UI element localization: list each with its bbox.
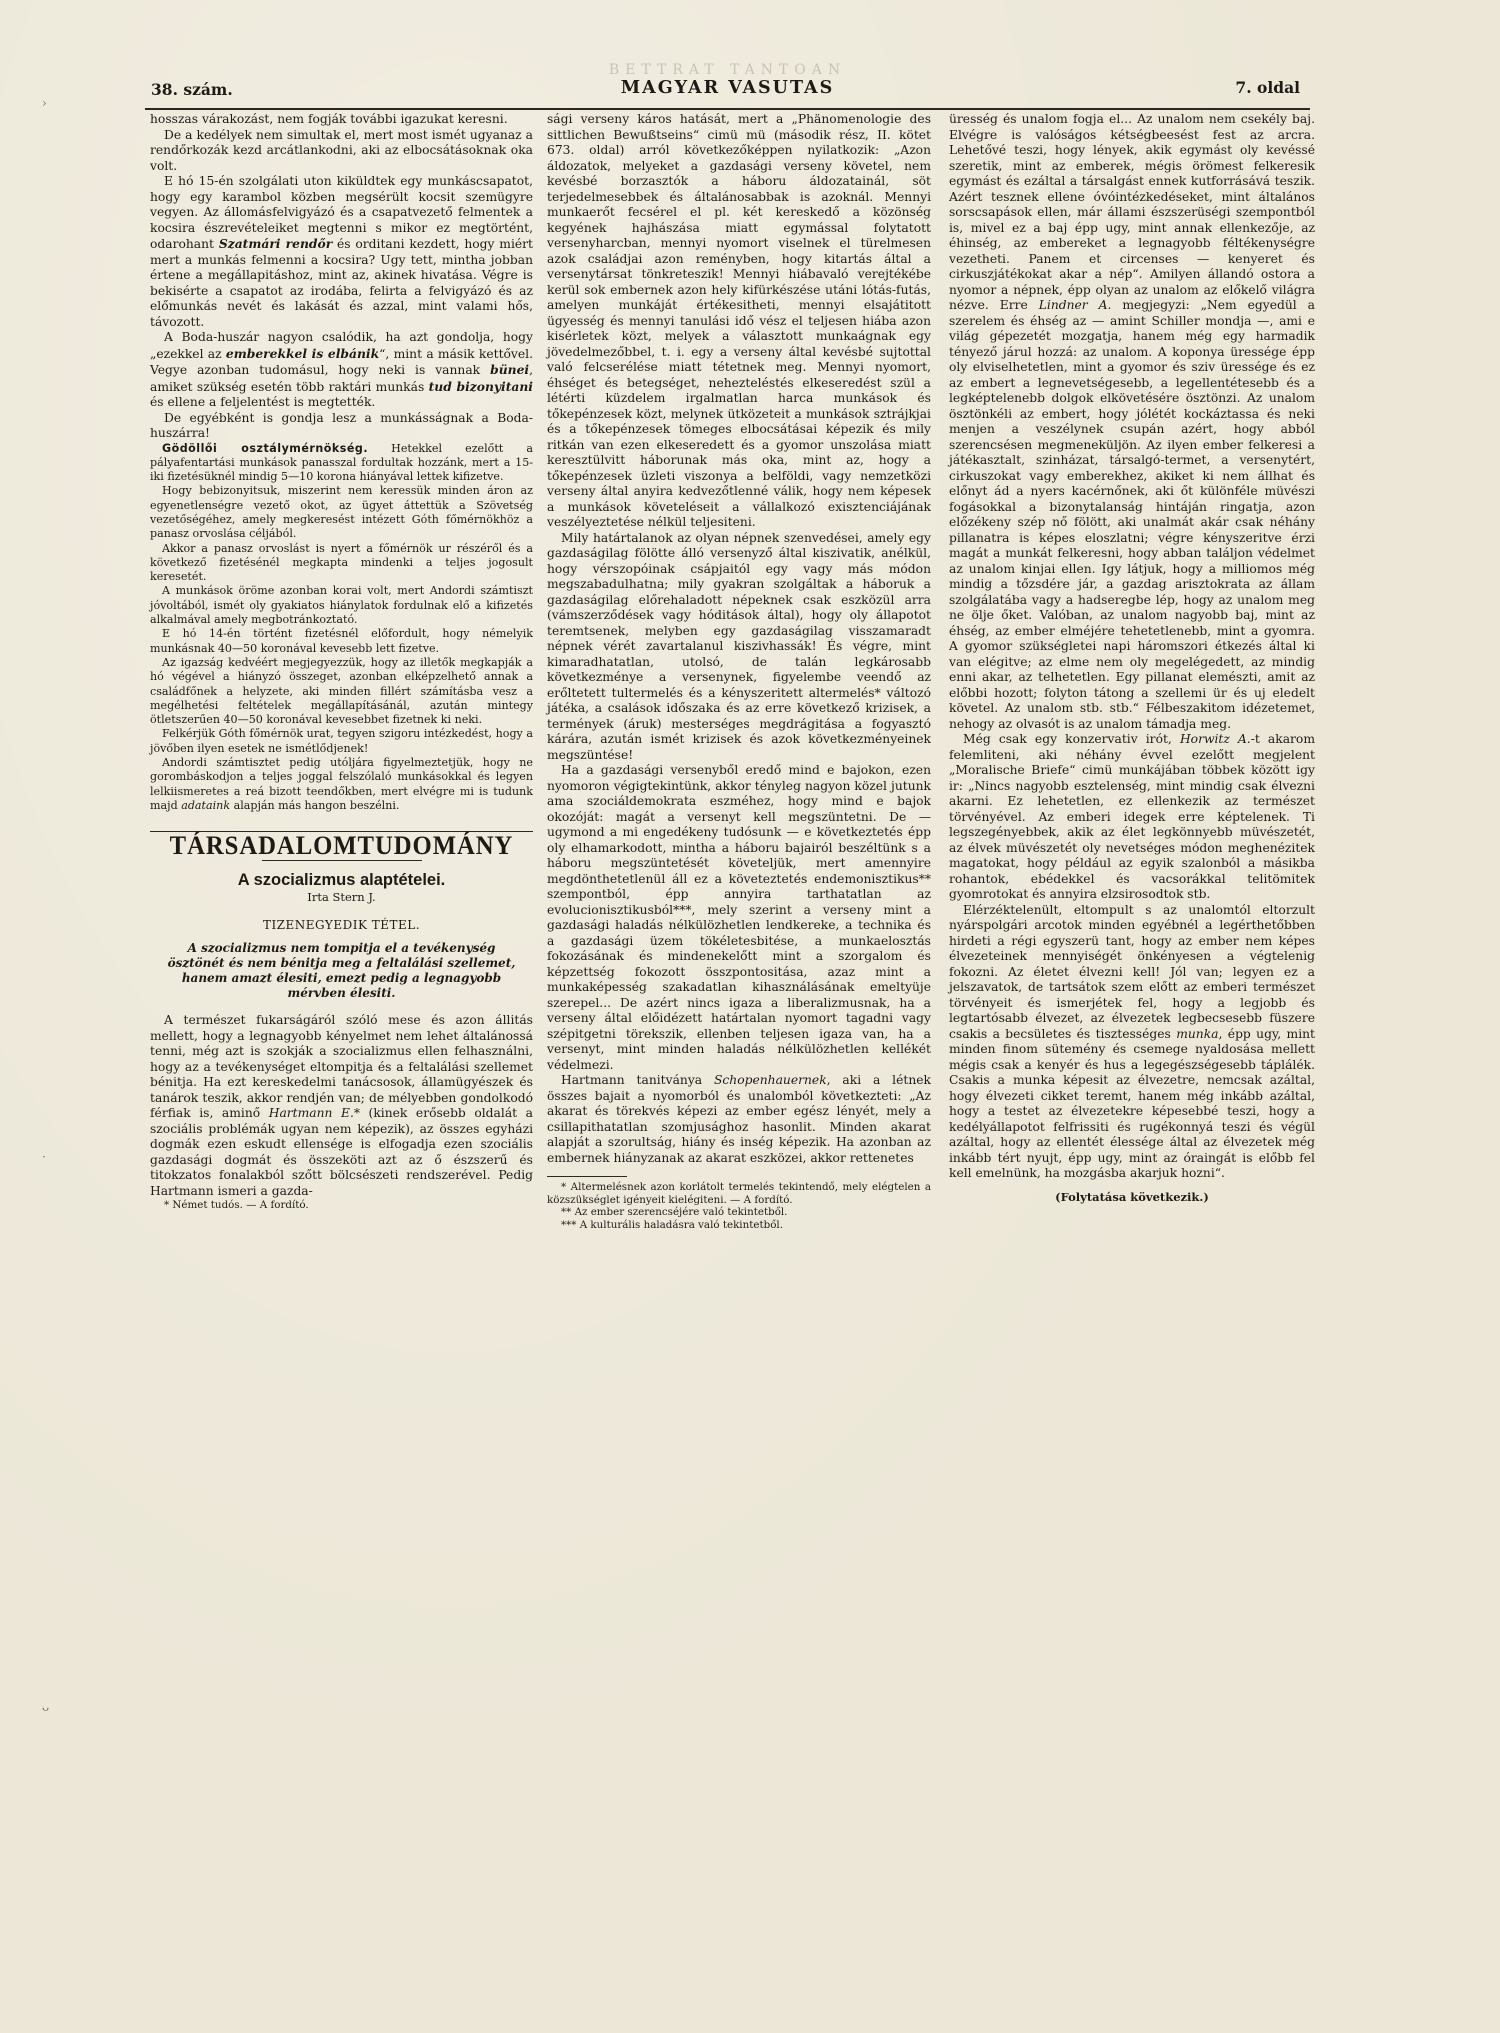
masthead-title: MAGYAR VASUTAS [620, 78, 835, 98]
paragraph: Gödöllői osztálymérnökség. Hetekkel ezelőtt a pályafentartási munkások panasszal fordultak hozzánk, mert a 15-iki fizetésüknél mindig 5—10 korona hiányával lettek kifizetve. [150, 441, 533, 484]
paragraph: üresség és unalom fogja el... Az unalom nem csekély baj. Elvégre is valóságos kétségbeesést fest az arcra. Lehetővé teszi, hogy lények, akik egymást oly kevéssé szeretik, mint az emberek, mégis örömest felkeresik egymást és ezáltal a társalgást ennek kutforrásává teszik. Azért tesznek ellene óvóintézkedéseket, mint általános sorscsapások ellen, már állami észszerüségi szempontból is, mivel ez a baj épp ugy, mint annak ellenkezője, az éhinség, az embereket a legnagyobb féltékenységre vezetheti. Panem et circenses — kenyeret és cirkuszjátékokat akar a nép“. Amilyen állandó ostora a nyomor a népnek, épp olyan az unalom az előkelő világra nézve. Erre Lindner A. megjegyzi: „Nem egyedül a szerelem és éhség az — amint Schiller mondja —, ami e világ gépezetét mozgatja, hanem még egy harmadik tényező járul hozzá: az unalom. A koponya üressége épp oly elviselhetetlen, mint a gyomor és sziv üressége és ez az embert a legnevetségesebb, a legellentétesebb és a legképtelenebb dolgok elkövetésére ösztönzi. Az unalom ösztönkéli az embert, hogy jólétét kockáztassa és neki menjen a veszélynek csupán azért, hogy abból szerencsésen megmeneküljön. Az ilyen ember felkeresi a játékasztalt, szinházat, társalgó-termet, a versenytért, cirkuszokat vagy emberekhez, akiket ki nem állhat és előnyt ád a nyers kacérnőnek, aki őt különféle müvészi fogásokkal a bizonytalanság hintáján ringatja, azon előzékeny szép nő fölött, aki unalmát akár csak néhány pillanatra is képes eloszlatni; végre kényszeritve érzi magát a munkát felkeresni, hogy abban találjon védelmet az unalom kinjai ellen. Igy látjuk, hogy a milliomos még mindig a tőzsdére jár, a gazdag arisztokrata az állam szolgálatába vagy a hadseregbe lép, hogy az unalom meg ne ölje őket. Valóban, az unalom nagyobb baj, mint az éhség, az ember elméjére tehetetlenebb, mint a gyomra. A gyomor szükségletei napi háromszori étkezés által ki van elégitve; az elme nem oly megelégedett, az mindig enni akar, az telhetetlen. Egy pillanat elemészti, amit az előbbi hozott; folyton tátong a szellemi ür és uj eledelt követel. Az unalom stb. stb.“ Félbeszakitom idézetemet, nehogy az olvasót is az unalom támadja meg. [949, 112, 1315, 731]
article-motto: A szocializmus nem tompitja el a tevékenység ösztönét és nem bénitja meg a feltalálási szellemet, hanem amazt élesiti, emezt pedig a legnagyobb mérvben élesiti. [167, 941, 516, 1001]
paragraph: Elérzéktelenült, eltompult s az unalomtól eltorzult nyárspolgári arcotok minden egyébnél a legérthetőbben hirdeti a régi egyszerü tant, hogy az ember nem képes élvezeteinek mennyiségét önkényesen a végtelenig fokozni. Az életet élvezni kell! Jól van; legyen ez a jelszavatok, de tartsátok szem előtt az emberi természet törvényeit és ismerjétek fel, hogy a legjobb és legtartósabb élvezet, az élvezetek legbecsesebb füszere csakis a becsületes és tisztességes munka, épp ugy, mint minden finom sütemény és csemege nyaldosása mellett mégis csak a kenyér és hus a legegészségesebb táplálék. Csakis a munka képesit az élvezetre, nemcsak azáltal, hogy élvezeti cikket teremt, hanem még inkább azáltal, hogy a testet az élvezetekre képesebbé teszi, hogy a kedélyállapotot felfrissiti és rugékonnyá teszi és végül azáltal, hogy az ellentét élessége által az élvezetek még inkább tért nyujt, épp ugy, mint az óraingát is előbb fel kell emelnünk, ha mozgásba akarjuk hozni“. [949, 902, 1315, 1180]
paragraph: Ha a gazdasági versenyből eredő mind e bajokon, ezen nyomoron végigtekintünk, akkor tényleg nagyon közel jutunk ama szociáldemokrata eszméhez, hogy mind e bajok okozóját: magát a versenyt kell megszüntetni. De — ugymond a mi engedékeny tudósunk — e következtetés épp oly elhamarkodott, mintha a háboru bajairól beszéltünk s a háboru megszüntetését követeljük, mert amennyire megdönthetetlenül áll ez a követeztetés endemonisztikus** szempontból, épp annyira tarthatatlan az evolucionisztikusból***, mely szerint a verseny mint a gazdasági haladás nélkülözhetlen lendkereke, a technika és a gazdasági üzem tökéletesbitése, a munkaelosztás fokozásának és mindenekelőtt mint a szorgalom és képzettség fokozott összpontositása, azaz mint a munkaképesség szakadatlan kihasználásának emeltyüje szerepel... De azért nincs igaza a liberalizmusnak, ha a verseny által előidézett határtalan nyomort tagadni vagy szépitgetni törekszik, ellenben teljesen igaza van, ha a versenyt, mint minden haladás nélkülözhetlen kellékét védelmezi. [547, 763, 931, 1072]
paragraph: E hó 14-én történt fizetésnél előfordult, hogy némelyik munkásnak 40—50 koronával kevesebb lett fizetve. [150, 627, 533, 655]
margin-mark: › [42, 96, 47, 110]
paragraph: A Boda-huszár nagyon csalódik, ha azt gondolja, hogy „ezekkel az emberekkel is elbánik“, mint a másik kettővel. Vegye azonban tudomásul, hogy neki is vannak bünei, amiket szükség esetén több raktári munkás tud bizonyitani és ellene a feljelentést is megtették. [150, 330, 533, 409]
column-1 [150, 112, 533, 1212]
paragraph: De a kedélyek nem simultak el, mert most ismét ugyanaz a rendőrkozák kezd arcátlankodni, aki az elbocsátásoknak oka volt. [150, 127, 533, 173]
section-title: TÁRSADALOMTUDOMÁNY [169, 831, 514, 861]
footnote: * Német tudós. — A fordító. [164, 1199, 309, 1212]
margin-mark: · [42, 1150, 46, 1164]
paragraph: A munkások öröme azonban korai volt, mert Andordi számtiszt jóvoltából, ismét oly gyakiatos hiánylatok fordulnak elő a kifizetés alkalmával amely megbotránkoztató. [150, 584, 533, 627]
article-thesis: TIZENEGYEDIK TÉTEL. [262, 917, 421, 932]
page-number: 7. oldal [1235, 78, 1300, 97]
paragraph: Még csak egy konzervativ irót, Horwitz A.-t akarom felemliteni, aki néhány évvel ezelőtt megjelent „Moralische Briefe“ cimü munkájában többek között igy ir: „Nincs nagyobb esztelenség, mint mindig csak élvezni akarni. Ez lehetetlen, ez ellenkezik az természet törvényével. Az emberi idegek erre képtelenek. Ti legszegényebbek, akik az élet legkönnyebb müvészetét, az élvek müvészetét oly nevetséges módon meghenézitek magatokat, hogy például az egyik szalonból a másikba rohantok, ebédekkel és vacsorákkal telitömitek gyomrotokat és annyira elzsirosodtok stb. [949, 732, 1315, 901]
paragraph: Felkérjük Góth főmérnök urat, tegyen szigoru intézkedést, hogy a jövőben ilyen esetek ne ismétlődjenek! [150, 727, 533, 755]
paragraph: Akkor a panasz orvoslást is nyert a főmérnök ur részéről és a következő fizetésénél megkapta mindenki a teljes jogosult keresetét. [150, 541, 533, 584]
paragraph: Hartmann tanitványa Schopenhauernek, aki a létnek összes bajait a nyomorból és unalomból következteti: „Az akarat és törekvés képezi az ember egész lényét, mely a csillapithatatlan szomjusághoz hasonlit. Minden akarat alapját a szorultság, hiány és inség képezik. Ha azonban az embernek hiányzanak az akarat eszközei, akkor rettenetes [547, 1073, 931, 1165]
paragraph: A természet fukarságáról szóló mese és azon állitás mellett, hogy a legnagyobb kényelmet nem lehet általánossá tenni, még azt is szokják a szocializmus ellen felhasználni, hogy az a tevékenységet eltompitja és a feltalálási szellemet bénitja. Ha ezt kereskedelmi tanácsosok, államügyészek és tanárok teszik, akkor rendjén van; de mélyebben gondolkodó férfiak is, aminő Hartmann E.* (kinek erősebb oldalát a szociális problémák ugyan nem képezik), az összes egyházi dogmák ezen eskudt ellensége is elfogadja ezen szociális gazdasági dogmát és összeköti azt az ő észszerű és titokzatos fonalakból szőtt bölcsészeti rendszerével. Pedig Hartmann ismeri a gazda- [150, 1013, 533, 1198]
footnote: * Altermelésnek azon korlátolt termelés tekintendő, mely elégtelen a közszükséglet igényeit kielégiteni. — A fordító. [547, 1181, 931, 1206]
paragraph: Hogy bebizonyitsuk, miszerint nem keressük minden áron az egyenetlenségre vezető okot, az ügyet áttettük a Szövetség vezetőségéhez, amely megkeresést intézett Góth főmérnökhöz a panasz orvoslása céljából. [150, 484, 533, 541]
footnote: *** A kulturális haladásra való tekintetből. [561, 1218, 783, 1231]
emphasis: Szatmári rendőr [218, 236, 333, 251]
column-2 [547, 112, 931, 1231]
margin-mark: ᴗ [42, 1700, 50, 1714]
paragraph: E hó 15-én szolgálati uton kiküldtek egy munkáscsapatot, hogy egy karambol közben megsérült kocsit szemügyre vegyen. Az állomásfelvigyázó és a csapatvezető felmentek a kocsira észrevételeiket megtenni s mikor ez megtörtént, odarohant Szatmári rendőr és orditani kezdett, hogy miért mert a munkás felmenni a kocsira? Ugy tett, mintha jobban értene a megállapitáshoz, mint az, akinek hivatása. Végre is bekisérte a csapatot az irodába, felirta a felvigyázó és az előmunkás nevét és lakását és azzal, mint valami hős, távozott. [150, 174, 533, 329]
paragraph: De egyébként is gondja lesz a munkásságnak a Boda-huszárra! [150, 410, 533, 440]
paragraph: sági verseny káros hatását, mert a „Phänomenologie des sittlichen Bewußtseins“ cimü mü (második rész, II. kötet 673. oldal) arról következőképpen nyilatkozik: „Azon áldozatok, melyeket a gazdasági verseny követel, nem kevésbé borzasztók a háboru áldozatainál, söt terjedelmesebbek és általánosabbak is azoknál. Mennyi munkaerőt fecsérel el pl. két kereskedő a közönség kegyének hajhászása miatt egymással folytatott versenyharcban, mennyi nyomort viselnek el türelmesen azok családjai azon reményben, hogy kitartás által a versenytársat tönkreteszik! Mennyi hiábavaló verejtékébe kerül sok embernek azon hely kifürkészése utáni lótás-futás, amelyen munkáját értékesitheti, mennyi elsajátitott ügyesség és mennyi tanulási idő vész el teljesen hiába azon kisérletek közt, melyek a választott munkaágnak egy jövedelmezőbbel, t. i. egy a verseny által kevésbé sujtottal való felcserélése miatt tétetnek meg. Mennyi nyomort, éhséget és betegséget, nehezteléstés elkeseredést szül a létérti küzdelem irgalmatlan harca munkások és tőkepénzesek közt, melynek ütközeteit a munkások sztrájkjai és a tőkepénzesek tömeges elbocsátásai képezik és mily ritkán van ezen elkeseredett és a gyomor unszolása miatt keresztülvitt háborunak más oka, mint az, hogy a tőkepénzesek üzleti viszonya a belföldi, vagy nemzetközi verseny által anyira kedvezőtlenné válik, hogy nem képesek a munkások követeléseit a vállalkozó exisztenciájának veszélyeztetése nélkül teljesiteni. [547, 112, 931, 529]
article-author: Irta Stern J. [307, 890, 376, 905]
page-header [145, 62, 1310, 110]
bleed-through-text: BETTRAT TANTOAN [608, 62, 847, 78]
article-title: A szocializmus alaptételei. [237, 870, 446, 889]
news-item-heading: Gödöllői osztálymérnökség. [162, 441, 369, 455]
footnote-divider [547, 1176, 627, 1177]
footnote: ** Az ember szerencséjére való tekintetből. [561, 1206, 788, 1219]
paragraph: Mily határtalanok az olyan népnek szenvedései, amely egy gazdaságilag fölötte álló versenyző által kiszivatik, anélkül, hogy vérszopóinak csápjaitól egy vagy más módon megszabadulhatna; mily gyakran szolgáltak a háboruk a gazdaságilag előrehaladott népeknek csak eszközül arra (vámszerződések vagy hóditások által), hogy oly állapotot teremtsenek, melyben egy gazdaságilag visszamaradt népnek vérét zavartalanul kiszivhassák! És végre, mint kimaradhatatlan, utolsó, de talán legkárosabb következménye a versenynek, figyelembe veendő az erőltetett tultermelés és a kényszeritett altermelés* változó játéka, a csalások időszaka és az erre következő krizisek, a termények (áruk) mesterséges megdrágitása a fogyasztó kárára, azután ismét krizisek és azok következményeinek megszüntése! [547, 530, 931, 762]
column-3 [949, 112, 1315, 1205]
paragraph: Andordi számtisztet pedig utóljára figyelmeztetjük, hogy ne gorombáskodjon a teljes joggal felszólaló munkásokkal és legyen lelkiismeretes a reá bizott teendőkben, mert elvégre mi is tudunk majd adataink alapján más hangon beszélni. [150, 756, 533, 812]
paragraph: hosszas várakozást, nem fogják további igazukat keresni. [150, 112, 508, 126]
news-item-godollo [150, 442, 533, 814]
continued-note: (Folytatása következik.) [1055, 1189, 1209, 1204]
paragraph: Az igazság kedvéért megjegyezzük, hogy az illetők megkapják a hó végével a hiányzó összeget, azonban elképzelhető annak a családfőnek a helyzete, aki minden fillért számításba vesz a megélhetési feltételek megállapításánál, azután mintegy ötletszerűen 40—50 koronával kevesebbet fizetnek ki neki. [150, 655, 533, 727]
issue-number: 38. szám. [151, 80, 233, 99]
